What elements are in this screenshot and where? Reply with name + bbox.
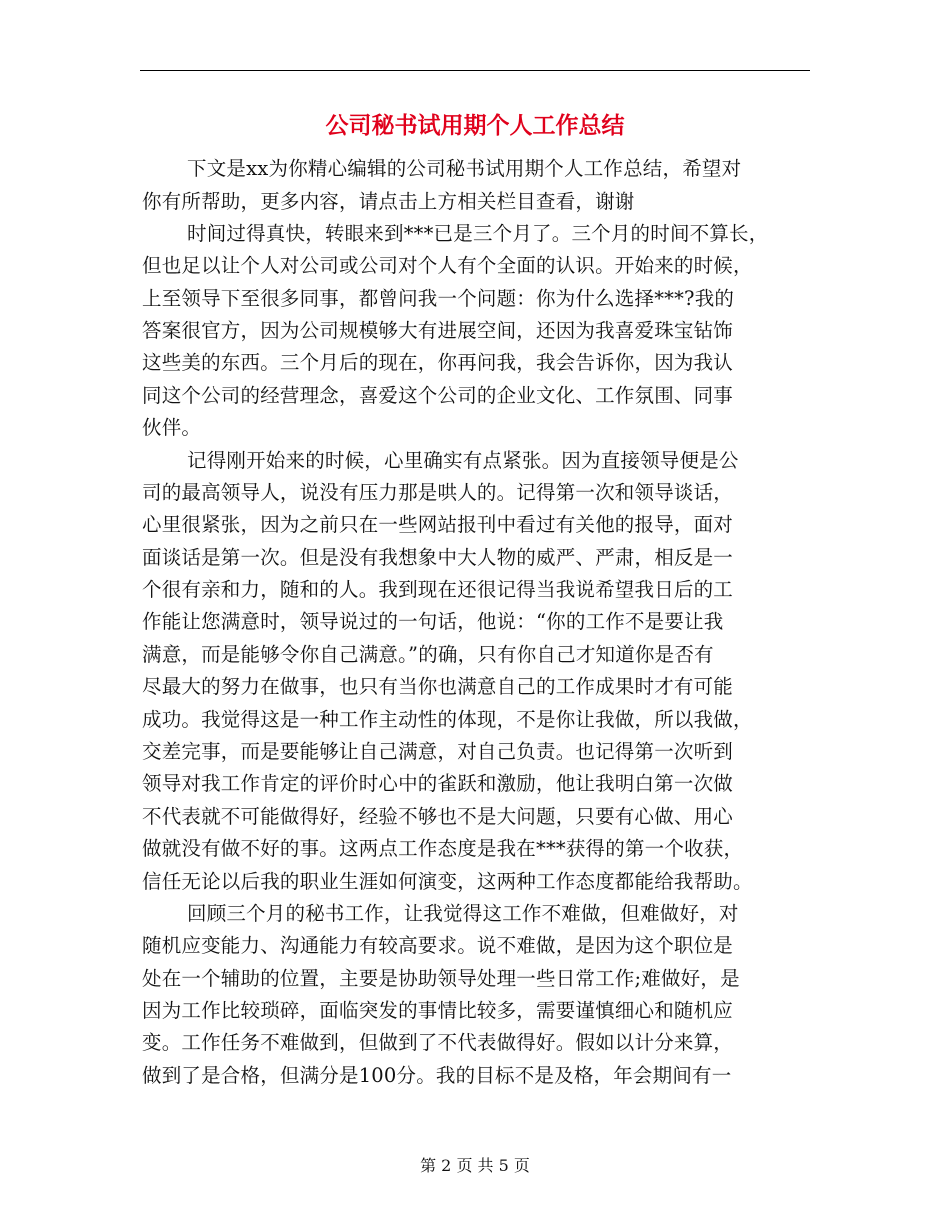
body-line: 因为工作比较琐碎，面临突发的事情比较多，需要谨慎细心和随机应 xyxy=(142,999,734,1022)
body-line: 个很有亲和力，随和的人。我到现在还很记得当我说希望我日后的工 xyxy=(142,578,734,601)
body-line: 答案很官方，因为公司规模够大有进展空间，还因为我喜爱珠宝钻饰 xyxy=(142,319,734,342)
page-number-footer: 第 2 页 共 5 页 xyxy=(420,1156,530,1175)
body-line: 但也足以让个人对公司或公司对个人有个全面的认识。开始来的时候， xyxy=(142,254,753,277)
body-line: 变。工作任务不难做到，但做到了不代表做得好。假如以计分来算， xyxy=(142,1031,734,1054)
body-line: 心里很紧张，因为之前只在一些网站报刊中看过有关他的报导，面对 xyxy=(142,513,734,536)
body-line: 成功。我觉得这是一种工作主动性的体现，不是你让我做，所以我做， xyxy=(142,708,753,731)
header-rule xyxy=(140,70,810,71)
body-line: 信任无论以后我的职业生涯如何演变，这两种工作态度都能给我帮助。 xyxy=(142,870,753,893)
body-line: 上至领导下至很多同事，都曾问我一个问题：你为什么选择***?我的 xyxy=(142,287,735,310)
body-line: 做就没有做不好的事。这两点工作态度是我在***获得的第一个收获， xyxy=(142,837,744,860)
body-line: 处在一个辅助的位置，主要是协助领导处理一些日常工作;难做好，是 xyxy=(142,967,740,990)
document-title: 公司秘书试用期个人工作总结 xyxy=(325,112,625,139)
body-line: 你有所帮助，更多内容，请点击上方相关栏目查看，谢谢 xyxy=(142,190,635,213)
body-line: 这些美的东西。三个月后的现在，你再问我，我会告诉你，因为我认 xyxy=(142,351,734,374)
body-line: 同这个公司的经营理念，喜爱这个公司的企业文化、工作氛围、同事 xyxy=(142,384,734,407)
body-line: 满意，而是能够令你自己满意。”的确，只有你自己才知道你是否有 xyxy=(142,643,714,666)
body-line: 时间过得真快，转眼来到***已是三个月了。三个月的时间不算长， xyxy=(187,222,769,245)
body-line: 作能让您满意时，领导说过的一句话，他说：“你的工作不是要让我 xyxy=(142,610,724,633)
body-line: 随机应变能力、沟通能力有较高要求。说不难做，是因为这个职位是 xyxy=(142,934,734,957)
body-line: 不代表就不可能做得好，经验不够也不是大问题，只要有心做、用心 xyxy=(142,805,734,828)
body-line: 下文是xx为你精心编辑的公司秘书试用期个人工作总结，希望对 xyxy=(187,157,742,180)
body-line: 面谈话是第一次。但是没有我想象中大人物的威严、严肃，相反是一 xyxy=(142,546,734,569)
body-line: 做到了是合格，但满分是100分。我的目标不是及格，年会期间有一 xyxy=(142,1064,732,1087)
body-line: 司的最高领导人，说没有压力那是哄人的。记得第一次和领导谈话， xyxy=(142,481,734,504)
body-line: 交差完事，而是要能够让自己满意，对自己负责。也记得第一次听到 xyxy=(142,740,734,763)
body-line: 伙伴。 xyxy=(142,416,202,439)
body-line: 领导对我工作肯定的评价时心中的雀跃和激励，他让我明白第一次做 xyxy=(142,772,734,795)
body-line: 记得刚开始来的时候，心里确实有点紧张。因为直接领导便是公 xyxy=(187,449,739,472)
body-line: 回顾三个月的秘书工作，让我觉得这工作不难做，但难做好，对 xyxy=(187,902,739,925)
body-line: 尽最大的努力在做事，也只有当你也满意自己的工作成果时才有可能 xyxy=(142,675,734,698)
